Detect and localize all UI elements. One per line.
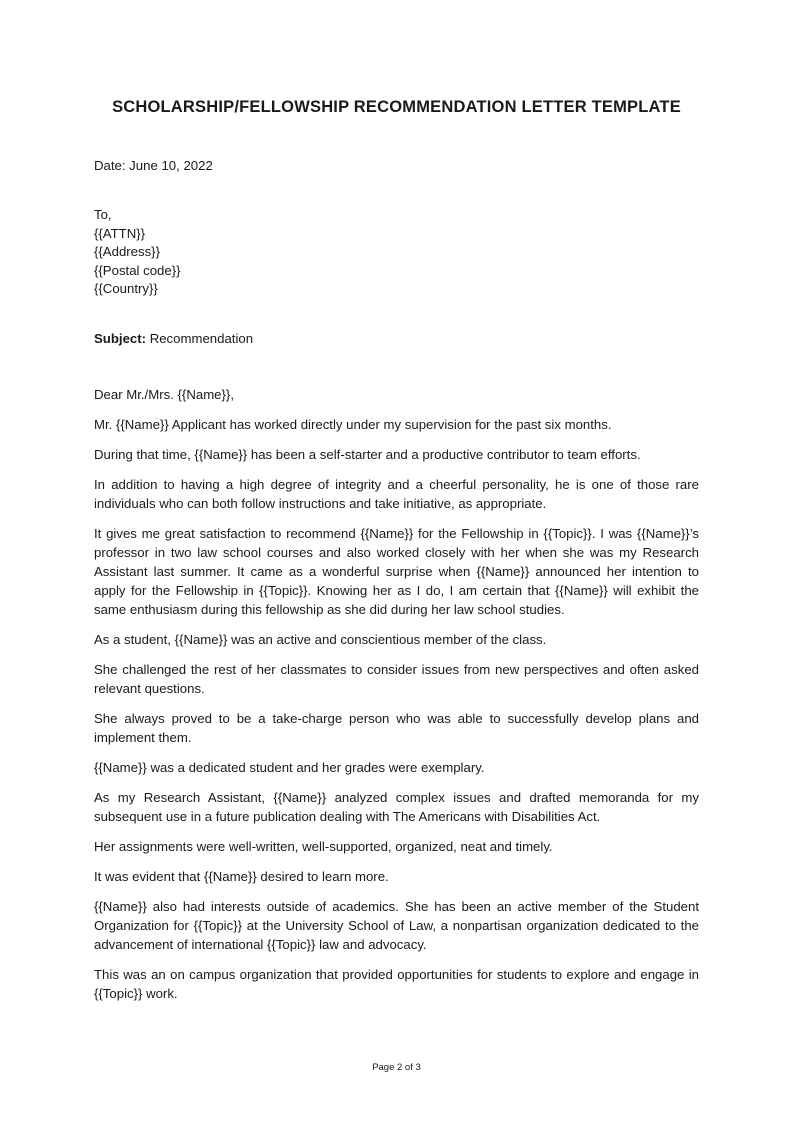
letter-body xyxy=(94,385,699,1014)
subject-text: Recommendation xyxy=(149,331,254,346)
salutation: Dear Mr./Mrs. {{Name}}, xyxy=(94,387,234,402)
body-paragraph: She always proved to be a take-charge person who was able to successfully develop plans and implement them. xyxy=(94,711,699,745)
page-number: Page 2 of 3 xyxy=(372,1062,421,1073)
body-paragraph: She challenged the rest of her classmates to consider issues from new perspectives and often asked relevant questions. xyxy=(94,662,699,696)
address-country: {{Country}} xyxy=(94,281,158,296)
address-attn: {{ATTN}} xyxy=(94,225,146,241)
body-paragraph: As my Research Assistant, {{Name}} analyzed complex issues and drafted memoranda for my subsequent use in a future publication dealing with The Americans with Disabilities Act. xyxy=(94,790,699,824)
body-paragraph: It gives me great satisfaction to recommend {{Name}} for the Fellowship in {{Topic}}. I was {{Name}}’s professor in two law school courses and also worked closely with her when she was my Research Assistant last summer. It came as a wonderful surprise when {{Name}} announced her intention to apply for the Fellowship in {{Topic}}. Knowing her as I do, I am certain that {{Name}} will exhibit the same enthusiasm during this fellowship as she did during her law school studies. xyxy=(94,526,699,617)
body-paragraph: Her assignments were well-written, well-supported, organized, neat and timely. xyxy=(94,839,553,854)
body-paragraph: It was evident that {{Name}} desired to learn more. xyxy=(94,869,389,884)
subject-line xyxy=(94,331,253,346)
body-paragraph: In addition to having a high degree of integrity and a cheerful personality, he is one of those rare individuals who can both follow instructions and take initiative, as appropriate. xyxy=(94,477,699,511)
body-paragraph: As a student, {{Name}} was an active and conscientious member of the class. xyxy=(94,632,547,647)
body-paragraph: Mr. {{Name}} Applicant has worked directly under my supervision for the past six months. xyxy=(94,417,612,432)
address-to: To, xyxy=(94,207,112,222)
document-title: SCHOLARSHIP/FELLOWSHIP RECOMMENDATION LETTER TEMPLATE xyxy=(112,98,681,116)
subject-label: Subject: xyxy=(94,331,147,346)
body-paragraph: {{Name}} was a dedicated student and her grades were exemplary. xyxy=(94,760,485,775)
body-paragraph: This was an on campus organization that provided opportunities for students to explore and engage in {{Topic}} work. xyxy=(94,967,699,1001)
body-paragraph: {{Name}} also had interests outside of academics. She has been an active member of the Student Organization for {{Topic}} at the University School of Law, a nonpartisan organization dedicated to the advancement of international {{Topic}} law and advocacy. xyxy=(94,899,699,952)
address-postal-code: {{Postal code}} xyxy=(94,262,181,278)
recipient-address-block xyxy=(94,206,181,299)
body-paragraph: During that time, {{Name}} has been a self-starter and a productive contributor to team efforts. xyxy=(94,447,641,462)
letter-date: Date: June 10, 2022 xyxy=(94,158,213,173)
address-street: {{Address}} xyxy=(94,244,160,259)
